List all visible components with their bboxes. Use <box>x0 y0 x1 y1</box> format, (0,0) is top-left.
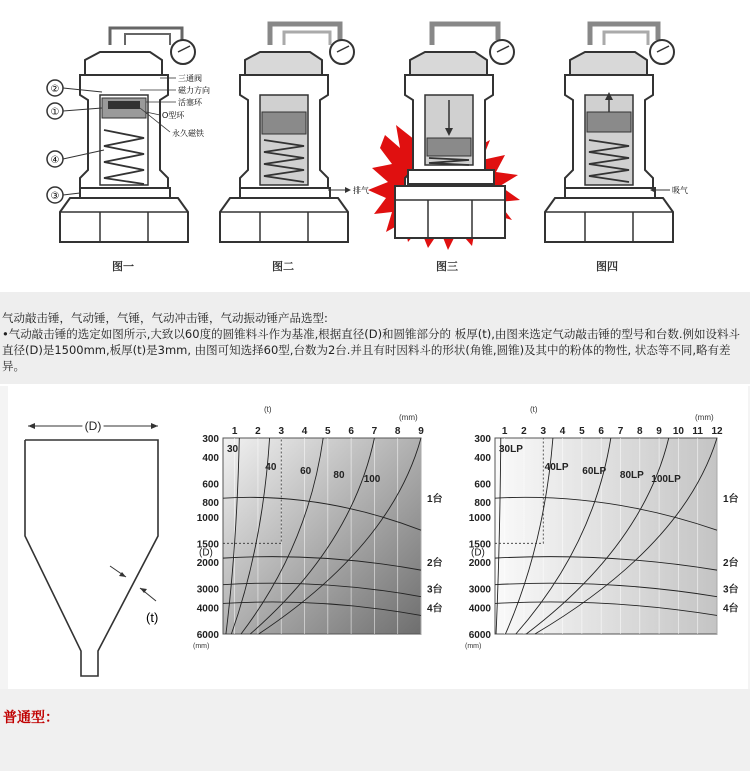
part-number-2: ② <box>50 84 60 95</box>
description-body: •气动敲击锤的选定如图所示,大致以60度的圆锥料斗作为基准,根据直径(D)和圆锥部分的 板厚(t),由图来选定气动敲击锤的型号和台数.例如设料斗直径(D)是1500mm,板厚(t)是3mm, 由图可知选择60型,台数为2台.并且有时因料斗的形状(角锥,圆锥)及其中的粉体的物性, 状态等不同,略有差异。 <box>2 327 740 373</box>
x-tick-label: 7 <box>371 426 378 437</box>
x-tick-label: 6 <box>348 426 354 437</box>
x-tick-label: 8 <box>394 426 401 437</box>
x-tick-label: 2 <box>255 426 261 437</box>
x-tick-label: 7 <box>617 426 624 437</box>
chart-standard <box>193 405 443 650</box>
figure-3 <box>368 24 520 250</box>
hammer-operation-figures <box>0 0 750 292</box>
y-axis-label: (D) <box>471 547 485 559</box>
unit-label-2: 2台 <box>723 558 739 570</box>
valve-gauge-icon <box>490 40 514 64</box>
x-unit-label: (mm) <box>399 413 418 422</box>
x-tick-label: 1 <box>231 426 238 437</box>
valve-gauge-icon <box>650 40 674 64</box>
y-tick-label: 300 <box>202 434 219 445</box>
x-axis-label: (t) <box>529 405 538 414</box>
y-tick-label: 1500 <box>196 539 219 551</box>
figure-caption-2: 图二 <box>272 260 294 273</box>
model-label-30: 30 <box>227 444 239 455</box>
unit-label-2: 2台 <box>427 558 443 570</box>
chart-lp <box>465 405 739 650</box>
hopper-diagram <box>25 419 158 676</box>
model-label-80LP: 80LP <box>619 470 644 481</box>
x-tick-label: 4 <box>301 426 308 437</box>
label-intake: 吸气 <box>672 186 688 195</box>
y-unit-label: (mm) <box>465 643 482 650</box>
valve-gauge-icon <box>171 40 195 64</box>
figures-svg <box>0 0 750 292</box>
model-label-30LP: 30LP <box>499 444 523 455</box>
x-tick-label: 10 <box>672 426 684 437</box>
y-tick-label: 3000 <box>468 584 491 596</box>
model-section <box>0 689 750 771</box>
x-tick-label: 4 <box>559 426 566 437</box>
hopper-diameter-label: (D) <box>84 419 102 433</box>
y-tick-label: 600 <box>474 479 491 491</box>
model-label-60: 60 <box>300 466 312 477</box>
selection-charts-panel <box>8 386 748 689</box>
selection-charts-band <box>0 386 750 689</box>
x-tick-label: 9 <box>418 426 424 437</box>
y-axis-label: (D) <box>199 547 213 559</box>
unit-label-3: 3台 <box>723 584 739 596</box>
x-tick-label: 2 <box>521 426 527 437</box>
figure-caption-3: 图三 <box>436 260 458 273</box>
label-three-way-valve: 三通阀 <box>178 74 202 83</box>
model-label-100LP: 100LP <box>651 474 681 485</box>
plot-area <box>223 438 421 634</box>
figure-1 <box>47 28 210 242</box>
model-label-60LP: 60LP <box>582 466 607 477</box>
unit-label-1: 1台 <box>427 494 443 506</box>
y-tick-label: 800 <box>474 498 491 510</box>
model-label-100: 100 <box>363 474 381 485</box>
x-axis-label: (t) <box>263 405 272 414</box>
x-tick-label: 5 <box>579 426 585 437</box>
x-tick-label: 1 <box>501 426 508 437</box>
x-tick-label: 6 <box>598 426 604 437</box>
x-tick-label: 3 <box>540 426 547 437</box>
y-tick-label: 800 <box>202 498 219 510</box>
part-number-4: ④ <box>50 155 60 166</box>
hopper-thickness-label: (t) <box>146 610 159 625</box>
label-exhaust: 排气 <box>353 186 369 195</box>
unit-label-4: 4台 <box>723 603 739 615</box>
figure-caption-4: 图四 <box>596 260 618 273</box>
y-tick-label: 400 <box>474 452 491 464</box>
y-tick-label: 300 <box>474 434 491 445</box>
model-section-title: 普通型： <box>3 710 59 726</box>
model-label-40LP: 40LP <box>544 462 569 473</box>
x-tick-label: 9 <box>656 426 662 437</box>
y-tick-label: 4000 <box>468 603 491 615</box>
y-tick-label: 6000 <box>196 630 219 641</box>
x-tick-label: 3 <box>278 426 285 437</box>
unit-label-3: 3台 <box>427 584 443 596</box>
unit-label-1: 1台 <box>723 494 739 506</box>
y-tick-label: 600 <box>202 479 219 491</box>
x-tick-label: 11 <box>692 426 703 437</box>
y-tick-label: 1500 <box>468 539 491 551</box>
valve-gauge-icon <box>330 40 354 64</box>
model-label-40: 40 <box>265 462 277 473</box>
label-permanent-magnet: 永久磁铁 <box>172 129 204 138</box>
figure-caption-1: 图一 <box>112 260 134 273</box>
x-tick-label: 12 <box>711 426 723 437</box>
y-tick-label: 400 <box>202 452 219 464</box>
y-tick-label: 1000 <box>196 512 219 524</box>
model-label-80: 80 <box>333 470 345 481</box>
y-tick-label: 2000 <box>468 558 491 570</box>
x-tick-label: 5 <box>325 426 331 437</box>
charts-svg <box>8 386 748 689</box>
label-magnetic-direction: 磁力方向 <box>178 86 210 95</box>
figure-4 <box>545 24 688 242</box>
y-tick-label: 4000 <box>196 603 219 615</box>
description-heading: 气动敲击锤，气动锤，气锤，气动冲击锤，气动振动锤产品选型: <box>2 311 328 325</box>
figure-2 <box>220 24 369 242</box>
part-number-3: ③ <box>50 191 60 202</box>
label-piston-ring: 活塞环 <box>178 98 202 107</box>
y-tick-label: 3000 <box>196 584 219 596</box>
label-o-ring: O型环 <box>162 111 185 120</box>
y-tick-label: 2000 <box>196 558 219 570</box>
y-tick-label: 1000 <box>468 512 491 524</box>
x-unit-label: (mm) <box>695 413 714 422</box>
y-unit-label: (mm) <box>193 643 210 650</box>
selection-description <box>0 292 750 384</box>
part-number-1: ① <box>50 107 60 118</box>
y-tick-label: 6000 <box>468 630 491 641</box>
unit-label-4: 4台 <box>427 603 443 615</box>
x-tick-label: 8 <box>637 426 643 437</box>
